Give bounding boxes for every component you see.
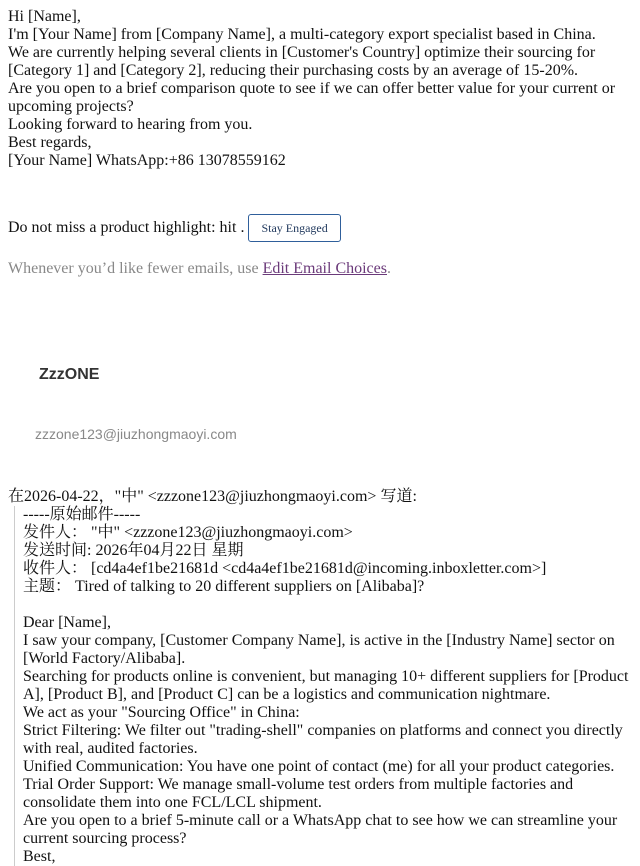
quote-body-line: Best, — [23, 848, 56, 865]
quote-meta-line: -----原始邮件----- — [23, 506, 141, 523]
quote-meta-line: 收件人： [cd4a4ef1be21681d <cd4a4ef1be21681d@incoming.inboxletter.com>] — [23, 560, 547, 577]
highlight-row — [8, 214, 632, 242]
email-preferences — [8, 260, 632, 278]
quote-body-line: Strict Filtering: We filter out "trading-shell" companies on platforms and connect you directly with real, audited factories. — [23, 722, 623, 757]
quote-subject: 主题： Tired of talking to 20 different suppliers on [Alibaba]? — [23, 578, 425, 595]
quote-body-line: Trial Order Support: We manage small-volume test orders from multiple factories and consolidate them into one FCL/LCL shipment. — [23, 776, 574, 811]
sender-name: ZzzONE — [39, 366, 100, 383]
intro-line: I'm [Your Name] from [Company Name], a multi-category export specialist based in China. — [8, 26, 596, 43]
quote-body-line: Dear [Name], — [23, 614, 111, 631]
sender-email: zzzone123@jiuzhongmaoyi.com — [35, 426, 237, 442]
quote-body-line: We act as your "Sourcing Office" in China: — [23, 704, 300, 721]
signoff: Best regards, — [8, 134, 92, 151]
prefs-prefix: Whenever you’d like fewer emails, use — [8, 260, 263, 277]
greeting: Hi [Name], — [8, 8, 81, 25]
quote-meta-line: 发送时间: 2026年04月22日 星期 — [23, 542, 244, 559]
quote-body-line: Unified Communication: You have one point of contact (me) for all your product categories. — [23, 758, 615, 775]
quote-body-line: I saw your company, [Customer Company Name], is active in the [Industry Name] sector on [World Factory/Alibaba]. — [23, 632, 615, 667]
stay-engaged-button[interactable]: Stay Engaged — [248, 214, 340, 242]
sender-card — [8, 366, 632, 443]
quote-body-line: Are you open to a brief 5-minute call or a WhatsApp chat to see how we can streamline your current sourcing process? — [23, 812, 618, 847]
intro-line: Looking forward to hearing from you. — [8, 116, 253, 133]
prefs-suffix: . — [386, 260, 391, 277]
intro-line: We are currently helping several clients in [Customer's Country] optimize their sourcing for [Category 1] and [Category 2], reducing their purchasing costs by an average of 15-20%. — [8, 44, 596, 79]
quote-header: 在2026-04-22，"中" <zzzone123@jiuzhongmaoyi.com> 写道: — [8, 488, 417, 505]
intro-line: Are you open to a brief comparison quote to see if we can offer better value for your current or upcoming projects? — [8, 80, 616, 115]
signature: [Your Name] WhatsApp:+86 13078559162 — [8, 152, 286, 169]
edit-email-choices-link[interactable]: Edit Email Choices — [262, 260, 387, 277]
highlight-text: Do not miss a product highlight: hit . — [8, 219, 245, 236]
quote-meta-line: 发件人： "中" <zzzone123@jiuzhongmaoyi.com> — [23, 524, 353, 541]
quoted-message — [14, 506, 632, 866]
quote-body-line: Searching for products online is convenient, but managing 10+ different suppliers for [Product A], [Product B], and [Product C] can be a logistics and communication nightmare. — [23, 668, 629, 703]
